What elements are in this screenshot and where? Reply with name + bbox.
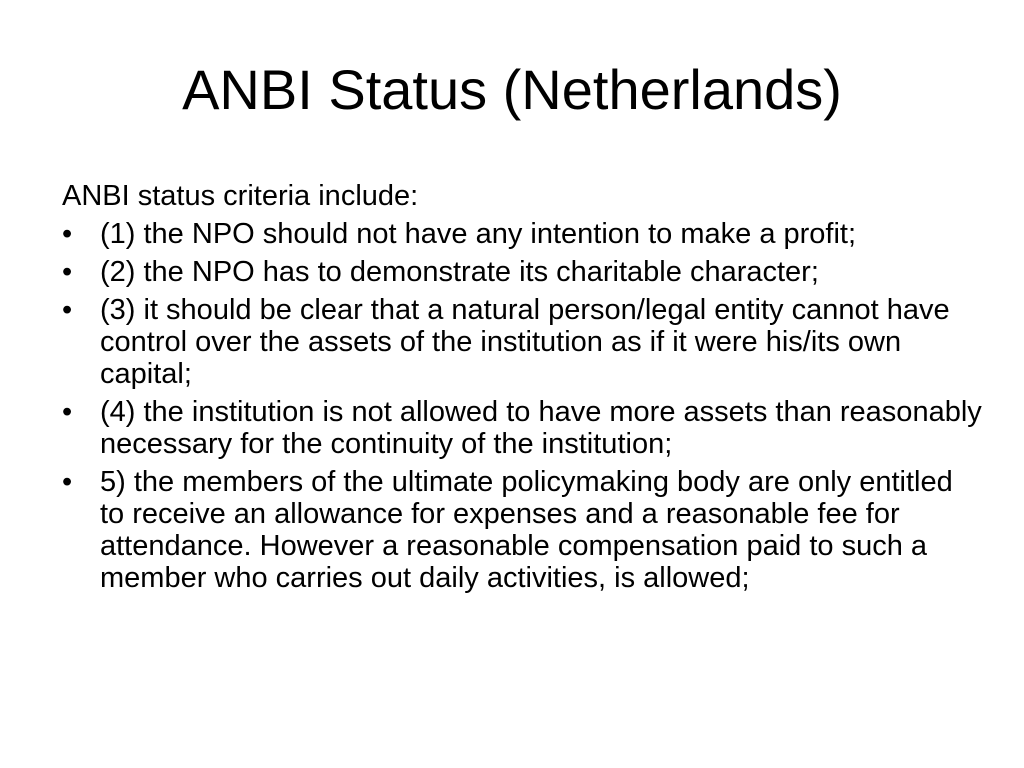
intro-text: ANBI status criteria include: (62, 180, 419, 212)
bullet-icon: • (62, 396, 73, 428)
list-item-text: (1) the NPO should not have any intention to make a profit; (100, 218, 857, 250)
list-item (62, 466, 982, 594)
list-item (62, 396, 982, 460)
list-item (62, 294, 982, 390)
criteria-list (62, 218, 982, 594)
bullet-icon: • (62, 256, 73, 288)
list-item-text: (2) the NPO has to demonstrate its charitable character; (100, 256, 819, 288)
list-item-text: 5) the members of the ultimate policymaking body are only entitled to receive an allowance for expenses and a reasonable fee for attendance. However a reasonable compensation paid to such a member who carries out daily activities, is allowed; (100, 466, 953, 594)
bullet-icon: • (62, 466, 73, 498)
list-item-text: (3) it should be clear that a natural person/legal entity cannot have control over the assets of the institution as if it were his/its own capital; (100, 294, 950, 390)
slide-body (62, 180, 982, 600)
slide-title: ANBI Status (Netherlands) (182, 58, 842, 121)
list-item-text: (4) the institution is not allowed to have more assets than reasonably necessary for the continuity of the institution; (100, 396, 982, 460)
bullet-icon: • (62, 218, 73, 250)
list-item (62, 218, 982, 250)
bullet-icon: • (62, 294, 73, 326)
list-item (62, 256, 982, 288)
